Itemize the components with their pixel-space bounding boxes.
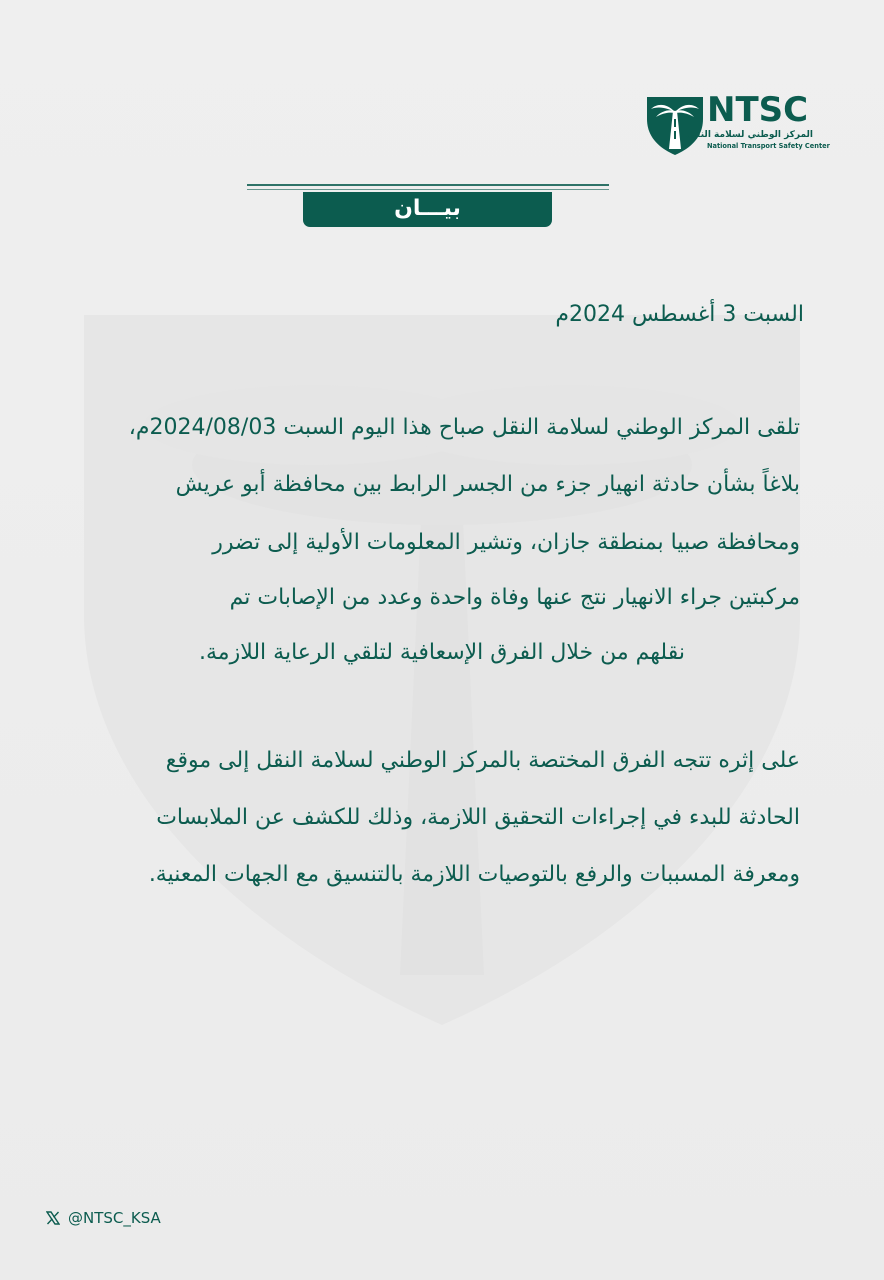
statement-label: بيـــان [394,196,461,221]
paragraph1-line: بلاغاً بشأن حادثة انهيار جزء من الجسر الرابط بين محافظة أبو عريش [175,472,800,497]
header-rule-bottom [247,189,609,190]
statement-date: السبت 3 أغسطس 2024م [555,302,804,327]
logo-name-english: National Transport Safety Center [707,142,830,150]
paragraph2-line: على إثره تتجه الفرق المختصة بالمركز الوطني لسلامة النقل إلى موقع [165,748,800,773]
paragraph1-line: ومحافظة صبيا بمنطقة جازان، وتشير المعلومات الأولية إلى تضرر [212,530,800,555]
logo-acronym: NTSC [707,90,809,130]
paragraph1-line: تلقى المركز الوطني لسلامة النقل صباح هذا اليوم السبت 2024/08/03م، [128,415,800,440]
paragraph1-line: مركبتين جراء الانهيار نتج عنها وفاة واحدة وعدد من الإصابات تم [229,585,800,610]
social-handle[interactable] [46,1206,161,1230]
palm-shield-icon [647,97,703,155]
header-rule-top [247,184,609,186]
x-logo-icon [46,1211,60,1225]
paragraph2-line: الحادثة للبدء في إجراءات التحقيق اللازمة، وذلك للكشف عن الملابسات [156,805,800,830]
ntsc-logo [645,90,830,157]
paragraph2-line: ومعرفة المسببات والرفع بالتوصيات اللازمة بالتنسيق مع الجهات المعنية. [148,862,800,887]
social-handle-text: @NTSC_KSA [68,1209,161,1227]
paragraph1-line: نقلهم من خلال الفرق الإسعافية لتلقي الرعاية اللازمة. [199,640,685,665]
statement-label-tab [303,192,552,227]
logo-name-arabic: المركز الوطني لسلامة النقل [686,130,813,140]
